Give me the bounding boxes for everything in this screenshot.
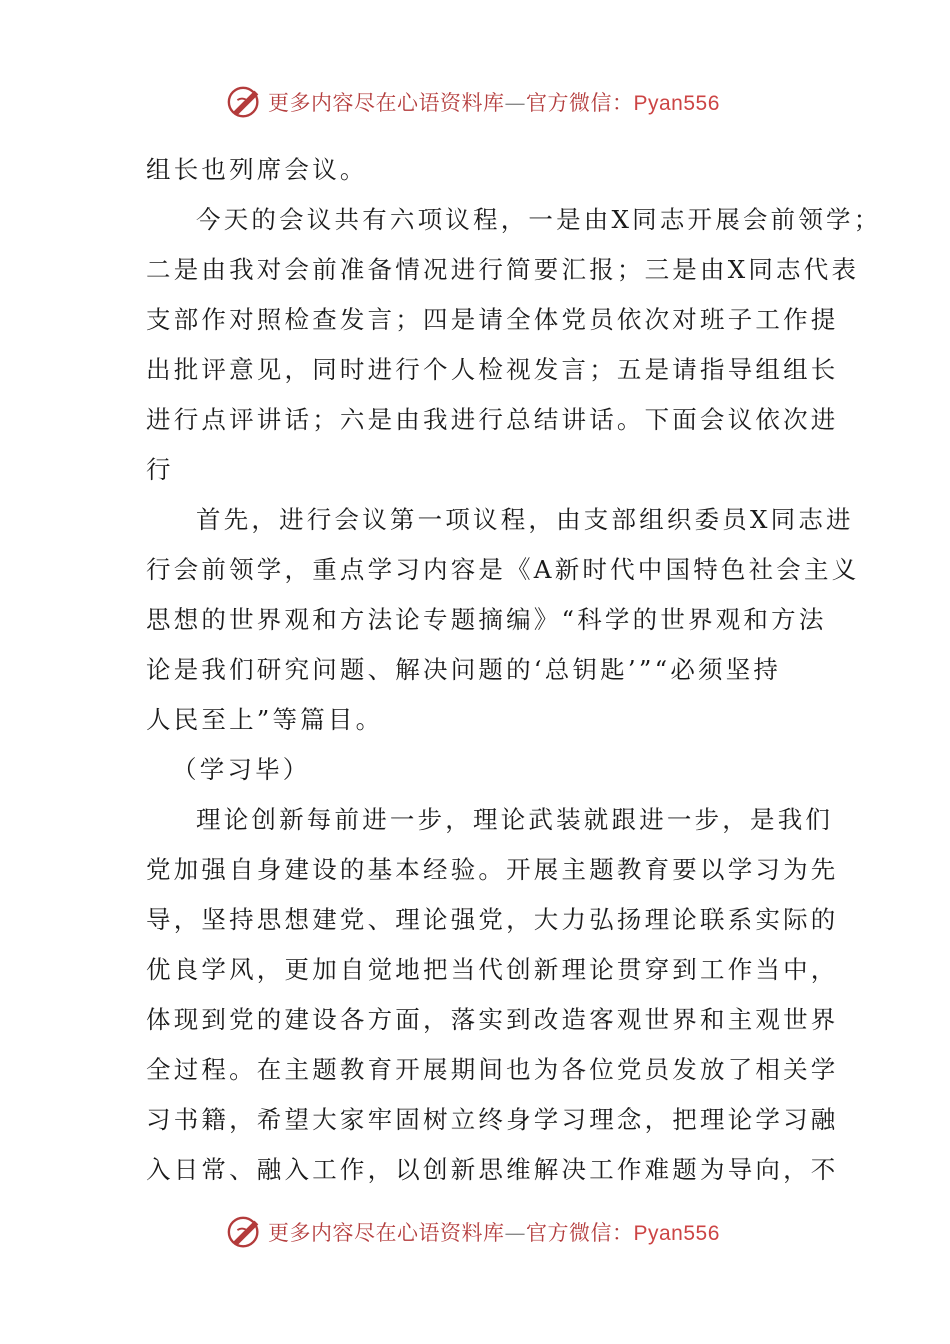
banner-text: 更多内容尽在心语资料库—官方微信：Pyan556 <box>268 91 720 115</box>
text-line: 全过程。在主题教育开展期间也为各位党员发放了相关学 <box>146 1055 839 1084</box>
text-line: 思想的世界观和方法论专题摘编》“科学的世界观和方法 <box>146 605 827 634</box>
pen-logo-icon <box>226 83 264 121</box>
text-line: 党加强自身建设的基本经验。开展主题教育要以学习为先 <box>146 855 839 884</box>
text-line: 理论创新每前进一步，理论武装就跟进一步，是我们 <box>196 805 834 834</box>
text-line: 二是由我对会前准备情况进行简要汇报；三是由X同志代表 <box>146 255 860 284</box>
text-line: 今天的会议共有六项议程，一是由X同志开展会前领学； <box>196 205 882 234</box>
text-line: 习书籍，希望大家牢固树立终身学习理念，把理论学习融 <box>146 1105 839 1134</box>
text-line: 进行点评讲话；六是由我进行总结讲话。下面会议依次进 <box>146 405 839 434</box>
text-line: 组长也列席会议。 <box>146 155 368 184</box>
pen-logo-icon <box>226 1213 264 1251</box>
text-line: 论是我们研究问题、解决问题的‘总钥匙’”“必须坚持 <box>146 655 782 684</box>
text-line: 优良学风，更加自觉地把当代创新理论贯穿到工作当中， <box>146 955 839 984</box>
banner-text: 更多内容尽在心语资料库—官方微信：Pyan556 <box>268 1221 720 1245</box>
text-line: （学习毕） <box>172 755 311 784</box>
document-body <box>146 145 882 1195</box>
text-line: 行会前领学，重点学习内容是《A新时代中国特色社会主义 <box>146 555 860 584</box>
text-line: 入日常、融入工作，以创新思维解决工作难题为导向，不 <box>146 1155 839 1184</box>
header-banner <box>226 82 720 122</box>
text-line: 首先，进行会议第一项议程，由支部组织委员X同志进 <box>196 505 854 534</box>
footer-banner <box>226 1212 720 1252</box>
text-line: 人民至上”等篇目。 <box>146 705 384 734</box>
text-line: 导，坚持思想建党、理论强党，大力弘扬理论联系实际的 <box>146 905 839 934</box>
text-line: 出批评意见，同时进行个人检视发言；五是请指导组组长 <box>146 355 839 384</box>
text-line: 行 <box>146 455 174 484</box>
text-line: 体现到党的建设各方面，落实到改造客观世界和主观世界 <box>146 1005 839 1034</box>
text-line: 支部作对照检查发言；四是请全体党员依次对班子工作提 <box>146 305 839 334</box>
